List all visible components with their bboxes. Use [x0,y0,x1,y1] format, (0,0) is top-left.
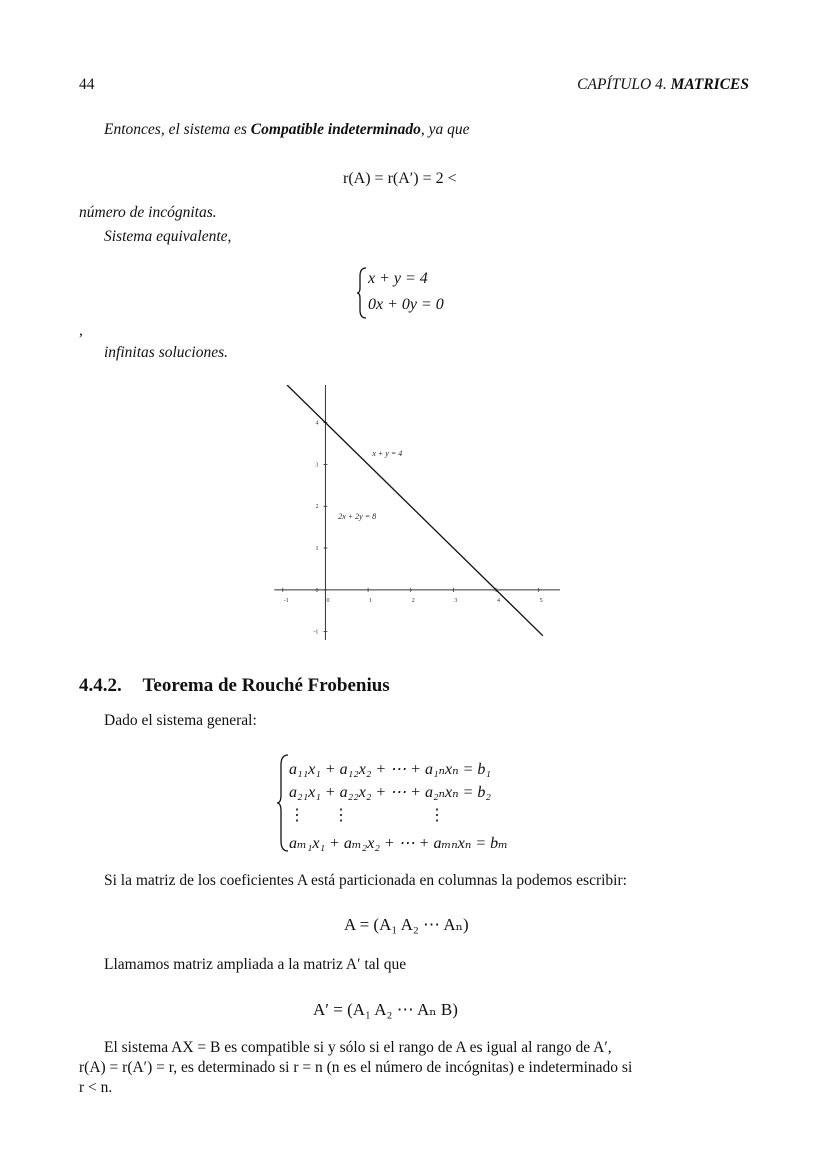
general-equation-dots: ⋮ ⋮ ⋮ [289,807,445,824]
intro-text-1: Entonces, el sistema es [104,121,247,138]
system-equation-2: 0x + 0y = 0 [368,296,444,313]
y-tick-label: 4 [315,420,319,427]
chapter-title: MATRICES [670,76,749,93]
y-tick-label: -1 [313,629,319,636]
final-line-1: El sistema AX = B es compatible si y sólo si el rango de A es igual al rango de A′, [104,1039,612,1056]
intro-line-4: infinitas soluciones. [104,344,228,361]
section-title: Teorema de Rouché Frobenius [142,675,390,696]
x-tick-label: 3 [454,597,458,604]
y-tick-label: 3 [315,462,319,469]
y-tick-label: 1 [315,546,319,553]
matrix-a-prime: A′ = (A₁ A₂ ⋯ Aₙ B) [313,1000,458,1019]
theorem-line-3: Llamamos matriz ampliada a la matriz A′ tal que [104,956,407,973]
annotation-label: 2x + 2y = 8 [338,511,377,521]
page-number: 44 [79,76,95,93]
y-tick-label: 2 [315,504,319,511]
general-equation-m: aₘ₁x₁ + aₘ₂x₂ + ⋯ + aₘₙxₙ = bₘ [289,835,508,852]
final-line-3: r < n. [79,1079,113,1096]
x-tick-label: 4 [497,597,501,604]
general-equation-2: a₂₁x₁ + a₂₂x₂ + ⋯ + a₂ₙxₙ = b₂ [289,784,491,801]
general-equation-1: a₁₁x₁ + a₁₂x₂ + ⋯ + a₁ₙxₙ = b₁ [289,761,491,778]
intro-bold: Compatible indeterminado [250,121,421,138]
x-tick-label: 5 [539,597,543,604]
intro-line-1 [104,121,470,139]
line-chart [270,385,560,640]
x-tick-label: -1 [283,597,289,604]
intro-line-2: número de incógnitas. [79,204,217,221]
chart-annotations [338,449,402,521]
theorem-line-2: Si la matriz de los coeficientes A está particionada en columnas la podemos escribir: [104,872,627,889]
x-tick-label: 2 [411,597,415,604]
intro-text-2: , ya que [420,121,470,138]
system-brace [356,266,368,320]
chapter-prefix: CAPÍTULO 4. [577,76,667,93]
stray-comma: , [79,322,83,339]
theorem-line-1: Dado el sistema general: [104,712,257,729]
x-tick-label: 1 [369,597,373,604]
general-system-brace [276,753,290,853]
rank-equation: r(A) = r(A′) = 2 < [343,170,457,187]
section-heading [79,675,390,697]
y-tick-label: 0 [315,587,319,594]
system-equation-1: x + y = 4 [368,270,428,287]
x-tick-label: 0 [326,597,330,604]
section-number: 4.4.2. [79,675,122,696]
intro-line-3: Sistema equivalente, [104,228,232,245]
chapter-header [577,76,749,94]
matrix-a: A = (A₁ A₂ ⋯ Aₙ) [344,915,469,934]
chart-ticks [283,421,543,636]
annotation-label: x + y = 4 [372,449,403,459]
final-line-2: r(A) = r(A′) = r, es determinado si r = n (n es el número de incógnitas) e indeterminado si [79,1059,633,1076]
